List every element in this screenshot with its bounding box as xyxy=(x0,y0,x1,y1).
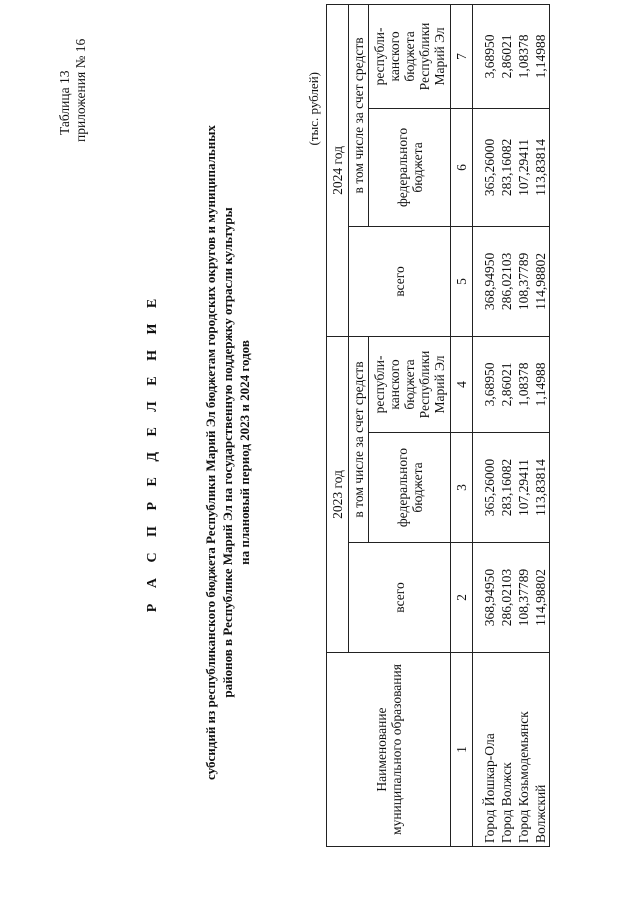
column-number: 7 xyxy=(451,4,473,108)
value-cell: 286,02103 xyxy=(498,543,515,653)
column-number: 3 xyxy=(451,433,473,543)
value-cell: 283,16082 xyxy=(498,433,515,543)
value-cell: 2,86021 xyxy=(498,336,515,432)
value-cell: 1,14988 xyxy=(532,336,550,432)
value-cell: 1,14988 xyxy=(532,4,550,108)
subtitle-line: районов в Республике Марий Эл на государственную поддержку отрасли культуры xyxy=(220,207,235,698)
municipality-name: Город Волжск xyxy=(498,653,515,847)
appendix-reference: приложения № 16 xyxy=(73,38,88,142)
value-cell: 108,37789 xyxy=(515,226,532,336)
value-cell: 113,83814 xyxy=(532,108,550,226)
header-including-2024: в том числе за счет средств xyxy=(349,4,369,226)
value-cell: 2,86021 xyxy=(498,4,515,108)
value-cell: 3,68950 xyxy=(473,4,499,108)
header-municipality: Наименование муниципального образования xyxy=(327,653,451,847)
table-row xyxy=(473,4,499,846)
municipality-name: Город Козьмодемьянск xyxy=(515,653,532,847)
value-cell: 365,26000 xyxy=(473,433,499,543)
value-cell: 1,08378 xyxy=(515,4,532,108)
value-cell: 114,98802 xyxy=(532,543,550,653)
header-including-2023: в том числе за счет средств xyxy=(349,336,369,542)
value-cell: 107,29411 xyxy=(515,108,532,226)
value-cell: 114,98802 xyxy=(532,226,550,336)
header-federal-2024: федерального бюджета xyxy=(369,108,451,226)
table-row xyxy=(498,4,515,846)
header-year-2024: 2024 год xyxy=(327,4,349,336)
header-total-2023: всего xyxy=(349,543,451,653)
header-total-2024: всего xyxy=(349,226,451,336)
value-cell: 368,94950 xyxy=(473,226,499,336)
value-cell: 365,26000 xyxy=(473,108,499,226)
units-label: (тыс. рублей) xyxy=(306,72,321,146)
value-cell: 3,68950 xyxy=(473,336,499,432)
table-number: Таблица 13 xyxy=(57,70,72,135)
column-number: 1 xyxy=(451,653,473,847)
column-number: 6 xyxy=(451,108,473,226)
municipality-name: Город Йошкар-Ола xyxy=(473,653,499,847)
distribution-table xyxy=(326,4,550,847)
document-subtitle xyxy=(202,0,253,905)
value-cell: 107,29411 xyxy=(515,433,532,543)
header-year-2023: 2023 год xyxy=(327,336,349,652)
subtitle-line: на плановый период 2023 и 2024 годов xyxy=(237,340,252,565)
header-federal-2023: федерального бюджета xyxy=(369,433,451,543)
table-row xyxy=(515,4,532,846)
value-cell: 368,94950 xyxy=(473,543,499,653)
value-cell: 108,37789 xyxy=(515,543,532,653)
value-cell: 1,08378 xyxy=(515,336,532,432)
subtitle-line: субсидий из республиканского бюджета Республики Марий Эл бюджетам городских округов и муниципальных xyxy=(203,125,218,780)
header-republic-2024: республи-канского бюджета Республики Марий Эл xyxy=(369,4,451,108)
column-number: 4 xyxy=(451,336,473,432)
column-number: 2 xyxy=(451,543,473,653)
value-cell: 286,02103 xyxy=(498,226,515,336)
value-cell: 283,16082 xyxy=(498,108,515,226)
header-republic-2023: республи-канского бюджета Республики Марий Эл xyxy=(369,336,451,432)
value-cell: 113,83814 xyxy=(532,433,550,543)
column-number: 5 xyxy=(451,226,473,336)
document-title: Р А С П Р Е Д Е Л Е Н И Е xyxy=(145,292,160,613)
table-row xyxy=(532,4,550,846)
municipality-name: Волжский xyxy=(532,653,550,847)
